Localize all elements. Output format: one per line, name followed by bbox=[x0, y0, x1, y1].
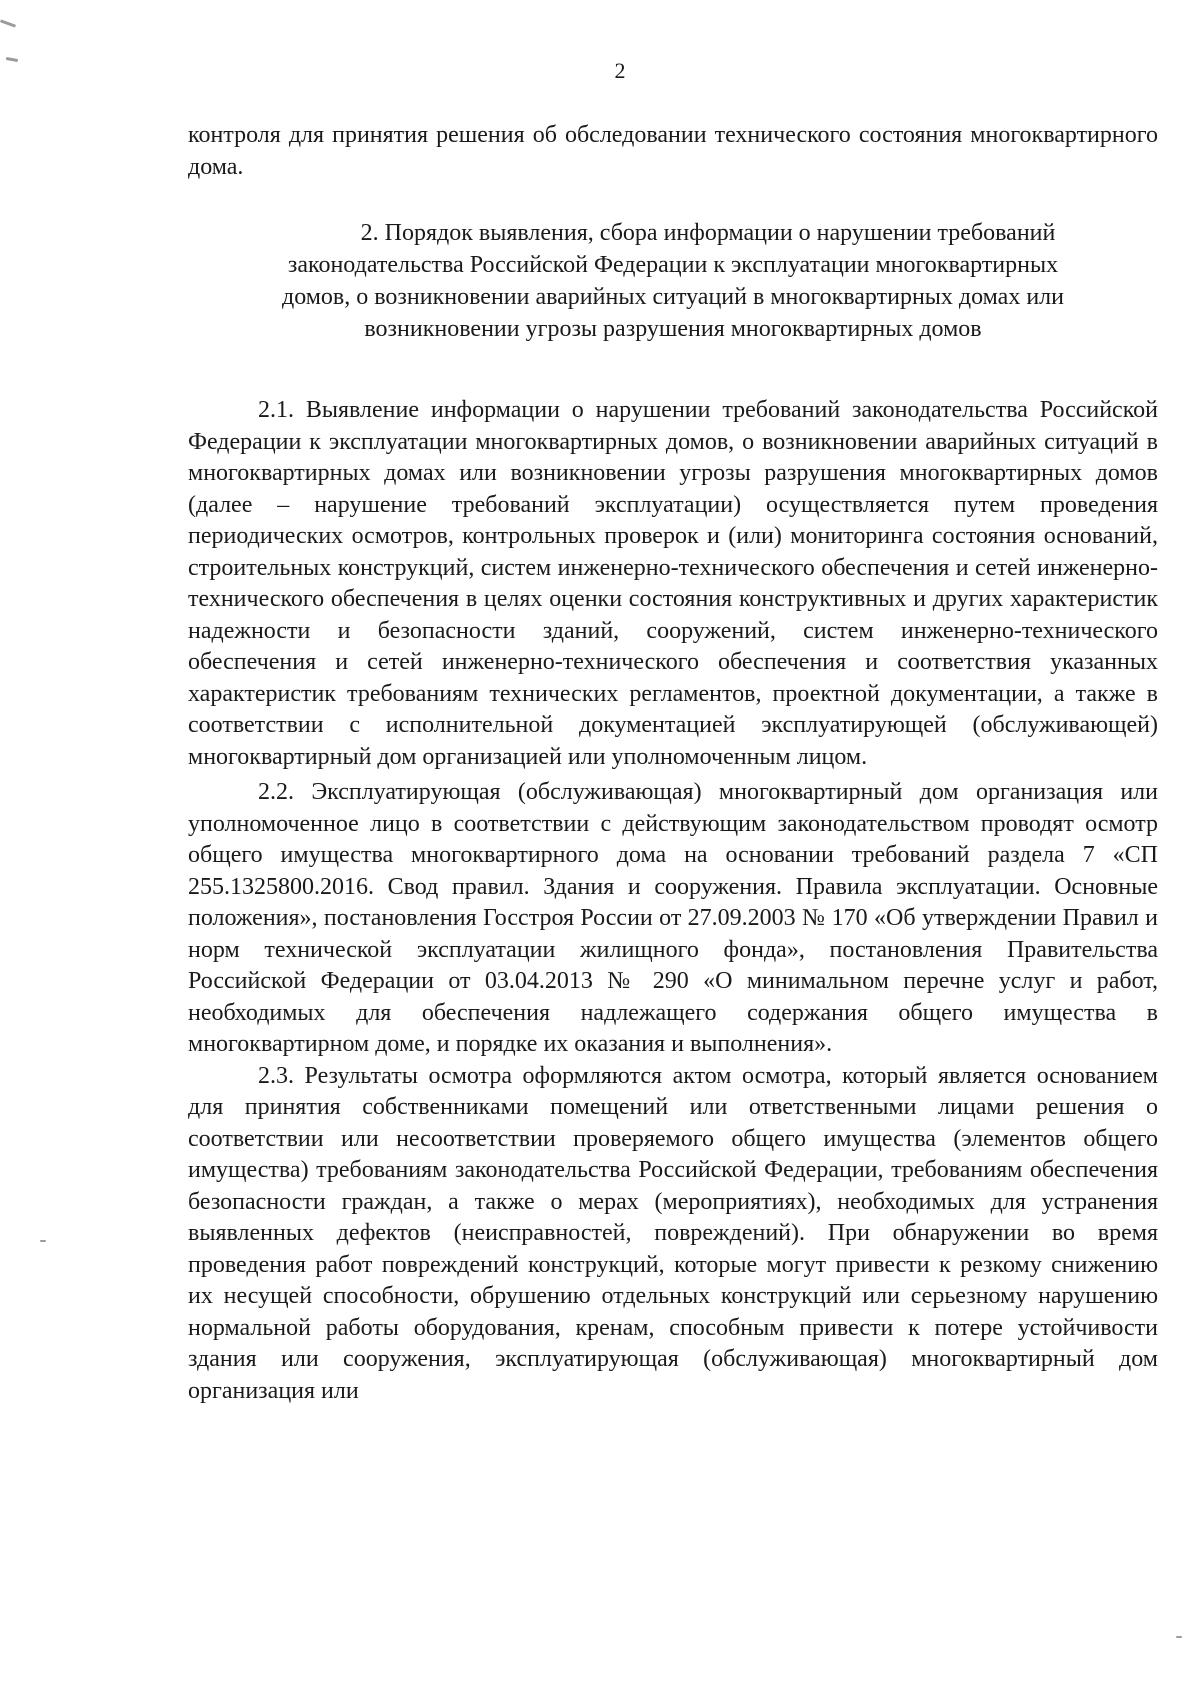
section-heading-line: законодательства Российской Федерации к эксплуатации многоквартирных bbox=[287, 252, 1059, 278]
scan-mark-left-middle bbox=[40, 1240, 46, 1242]
section-heading-line: возникновении угрозы разрушения многоквартирных домов bbox=[364, 316, 982, 342]
paragraph-2-1: 2.1. Выявление информации о нарушении требований законодательства Российской Федерации к эксплуатации многоквартирных домов, о возникновении аварийных ситуаций в многоквартирных домах или возникновении угрозы разрушения многоквартирных домов (далее – нарушение требований эксплуатации) осуществляется путем проведения периодических осмотров, контрольных проверок и (или) мониторинга состояния оснований, строительных конструкций, систем инженерно-технического обеспечения и сетей инженерно-технического обеспечения в целях оценки состояния конструктивных и других характеристик надежности и безопасности зданий, сооружений, систем инженерно-технического обеспечения и сетей инженерно-технического обеспечения и соответствия указанных характеристик требованиям технических регламентов, проектной документации, а также в соответствии с исполнительной документацией эксплуатирующей (обслуживающей) многоквартирный дом организацией или уполномоченным лицом. bbox=[188, 397, 1158, 770]
scan-mark-top-left bbox=[0, 19, 16, 27]
paragraph-2-2: 2.2. Эксплуатирующая (обслуживающая) многоквартирный дом организация или уполномоченное лицо в соответствии с действующим законодательством проводят осмотр общего имущества многоквартирного дома на основании требований раздела 7 «СП 255.1325800.2016. Свод правил. Здания и сооружения. Правила эксплуатации. Основные положения», постановления Госстроя России от 27.09.2003 № 170 «Об утверждении Правил и норм технической эксплуатации жилищного фонда», постановления Правительства Российской Федерации от 03.04.2013 № 290 «О минимальном перечне услуг и работ, необходимых для обеспечения надлежащего содержания общего имущества в многоквартирном доме, и порядке их оказания и выполнения». bbox=[188, 779, 1158, 1057]
section-heading-line: 2. Порядок выявления, сбора информации о нарушении требований bbox=[360, 220, 1056, 246]
page-number: 2 bbox=[614, 58, 626, 83]
paragraph-2-3: 2.3. Результаты осмотра оформляются актом осмотра, который является основанием для принятия собственниками помещений или ответственными лицами решения о соответствии или несоответствии проверяемого общего имущества (элементов общего имущества) требованиям законодательства Российской Федерации, требованиям обеспечения безопасности граждан, а также о мерах (мероприятиях), необходимых для устранения выявленных дефектов (неисправностей, повреждений). При обнаружении во время проведения работ повреждений конструкций, которые могут привести к резкому снижению их несущей способности, обрушению отдельных конструкций или серьезному нарушению нормальной работы оборудования, кренам, способным привести к потере устойчивости здания или сооружения, эксплуатирующая (обслуживающая) многоквартирный дом организация или bbox=[188, 1062, 1158, 1404]
continuation-paragraph: контроля для принятия решения об обследовании технического состояния многоквартирного дома. bbox=[188, 122, 1158, 180]
section-heading bbox=[188, 217, 1158, 345]
section-heading-line: домов, о возникновении аварийных ситуаций в многоквартирных домах или bbox=[281, 284, 1064, 310]
document-body bbox=[188, 120, 1158, 1407]
scan-mark-bottom-right bbox=[1176, 1636, 1182, 1638]
